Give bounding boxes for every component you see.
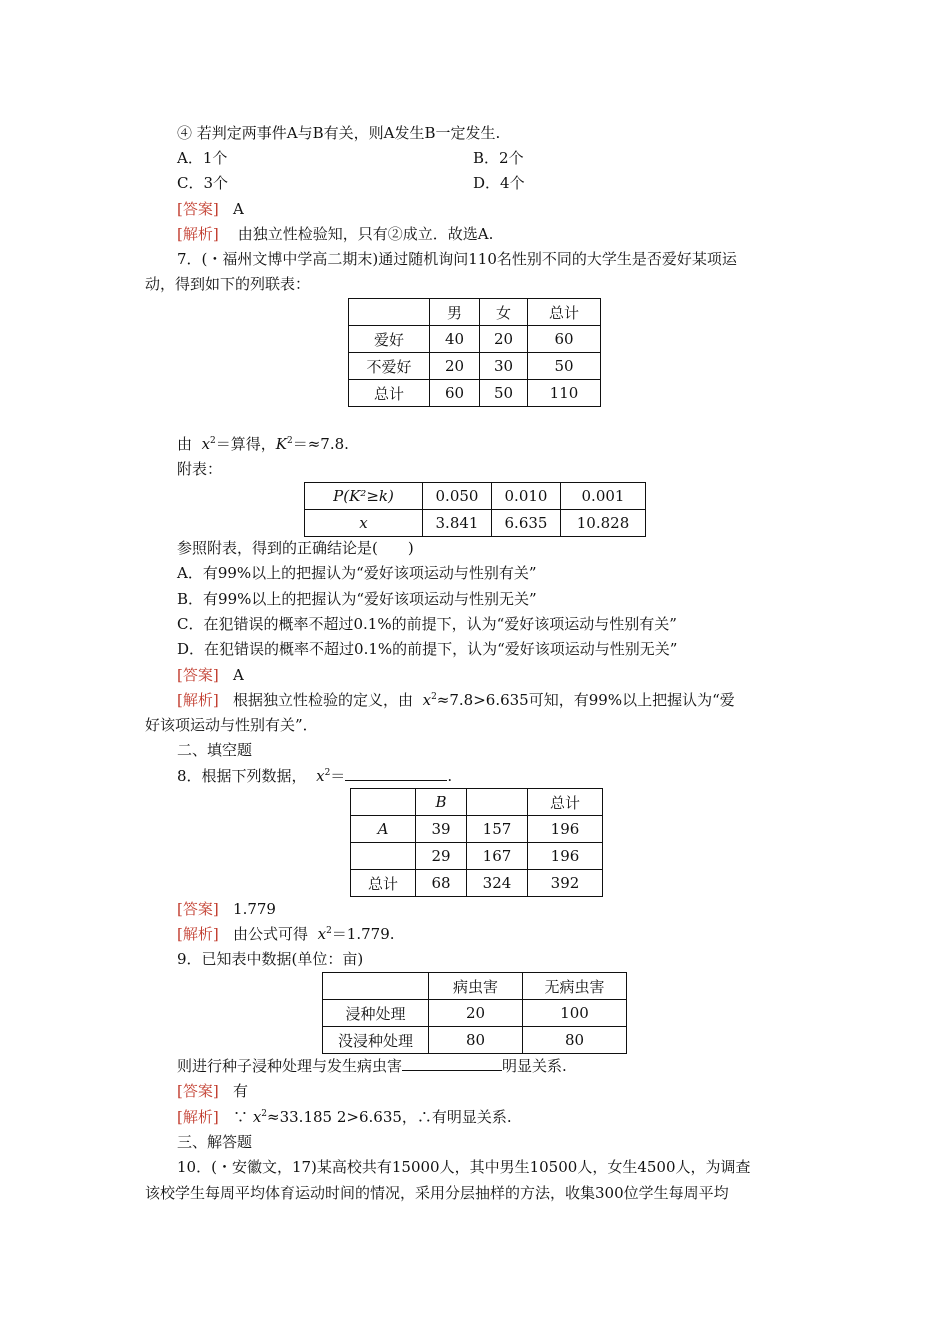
- q10-stem-line1: 10．(・安徽文，17)某高校共有15000人，其中男生10500人，女生4500人，为调查: [177, 1158, 751, 1176]
- table-cell: 60: [430, 380, 480, 407]
- table-cell: 60: [528, 326, 601, 353]
- answer-label: [答案]: [177, 1082, 219, 1100]
- table-cell: 20: [480, 326, 528, 353]
- table-cell: 80: [429, 1027, 523, 1054]
- q8-stem: 8．根据下列数据， $x^2=$ .: [177, 767, 453, 785]
- table-header: 总计: [528, 789, 603, 816]
- q7-analysis-line2: 好该项运动与性别有关”．: [145, 716, 318, 734]
- q6-option-c: C．3个: [177, 174, 229, 192]
- table-cell: [351, 789, 416, 816]
- section-heading-solutions: 三、解答题: [177, 1133, 253, 1151]
- q7-analysis-line1: [解析] 根据独立性检验的定义，由 $x^2\approx 7.8>6.635$可知，有99%以上把握认为“爱: [177, 691, 735, 709]
- q7-option-d: D．在犯错误的概率不超过0.1%的前提下，认为“爱好该项运动与性别无关”: [177, 640, 678, 658]
- q6-answer: [177, 199, 244, 219]
- table-header: 无病虫害: [523, 973, 627, 1000]
- table-cell: 爱好: [349, 326, 430, 353]
- answer-value: 有: [233, 1082, 249, 1100]
- table-cell: 0.010: [492, 483, 561, 510]
- q8-analysis: [解析] 由公式可得 $x^2=1.779$.: [177, 925, 395, 943]
- table-cell: 392: [528, 870, 603, 897]
- q9-data-table: [322, 972, 627, 1054]
- table-cell: x: [305, 510, 423, 537]
- table-cell: 总计: [351, 870, 416, 897]
- q6-option-b: B．2个: [473, 149, 524, 167]
- answer-label: [答案]: [177, 666, 219, 684]
- table-cell: 324: [467, 870, 528, 897]
- q9-stem: 9．已知表中数据(单位：亩): [177, 950, 364, 968]
- table-cell: 10.828: [561, 510, 646, 537]
- q7-option-b: B．有99%以上的把握认为“爱好该项运动与性别无关”: [177, 590, 537, 608]
- q7-option-c: C．在犯错误的概率不超过0.1%的前提下，认为“爱好该项运动与性别有关”: [177, 615, 677, 633]
- table-cell: 167: [467, 843, 528, 870]
- analysis-label: [解析]: [177, 225, 219, 243]
- table-cell: 196: [528, 843, 603, 870]
- q7-calculation: 由 $x^2=$算得，$K^2=\approx 7.8$.: [177, 435, 349, 453]
- table-cell: [349, 299, 430, 326]
- table-cell: 不爱好: [349, 353, 430, 380]
- q8-answer-blank[interactable]: [345, 780, 447, 781]
- table-cell: 30: [480, 353, 528, 380]
- q9-analysis: [解析] ∵ $x^2\approx 33.185$ 2>6.635，∴有明显关系.: [177, 1108, 512, 1126]
- table-cell: 29: [416, 843, 467, 870]
- q6-analysis: [177, 224, 493, 244]
- answer-label: [答案]: [177, 200, 219, 218]
- q8-data-table: [350, 788, 603, 897]
- table-cell: 80: [523, 1027, 627, 1054]
- table-cell: 浸种处理: [323, 1000, 429, 1027]
- table-cell: 196: [528, 816, 603, 843]
- table-header: 病虫害: [429, 973, 523, 1000]
- table-cell: 50: [480, 380, 528, 407]
- analysis-text: 由独立性检验知，只有②成立．故选A.: [237, 225, 494, 243]
- table-cell: 50: [528, 353, 601, 380]
- q6-statement-4: ④ 若判定两事件A与B有关，则A发生B一定发生.: [177, 124, 501, 142]
- q9-answer-blank[interactable]: [402, 1070, 502, 1071]
- table-cell: [351, 843, 416, 870]
- table-cell: 40: [430, 326, 480, 353]
- table-header: 女: [480, 299, 528, 326]
- q7-stem-line2: 动，得到如下的列联表：: [145, 275, 311, 293]
- table-cell: 6.635: [492, 510, 561, 537]
- q9-fill-line: 则进行种子浸种处理与发生病虫害 明显关系.: [177, 1057, 567, 1075]
- answer-label: [答案]: [177, 900, 219, 918]
- table-cell: 3.841: [423, 510, 492, 537]
- table-cell: 110: [528, 380, 601, 407]
- table-header: B: [416, 789, 467, 816]
- table-cell: 100: [523, 1000, 627, 1027]
- table-cell: P(K²≥k): [305, 483, 423, 510]
- table-cell: 没浸种处理: [323, 1027, 429, 1054]
- q8-answer: [177, 899, 276, 919]
- table-cell: 157: [467, 816, 528, 843]
- table-cell: A: [351, 816, 416, 843]
- answer-value: 1.779: [233, 900, 276, 918]
- table-header: [467, 789, 528, 816]
- q7-attach-label: 附表：: [177, 460, 223, 478]
- q6-option-a: A．1个: [177, 149, 228, 167]
- q7-contingency-table: [348, 298, 601, 407]
- q7-reference-table: [304, 482, 646, 537]
- table-cell: 39: [416, 816, 467, 843]
- table-cell: [323, 973, 429, 1000]
- table-cell: 20: [430, 353, 480, 380]
- table-cell: 0.050: [423, 483, 492, 510]
- q7-answer: [177, 665, 244, 685]
- table-header: 总计: [528, 299, 601, 326]
- table-header: 男: [430, 299, 480, 326]
- q7-stem-line1: 7．(・福州文博中学高二期末)通过随机询问110名性别不同的大学生是否爱好某项运: [177, 250, 737, 268]
- analysis-label: [解析]: [177, 1108, 219, 1126]
- analysis-label: [解析]: [177, 925, 219, 943]
- analysis-label: [解析]: [177, 691, 219, 709]
- q7-prompt: 参照附表，得到的正确结论是( ): [177, 539, 414, 557]
- q9-answer: [177, 1081, 248, 1101]
- answer-value: A: [233, 666, 244, 684]
- answer-value: A: [233, 200, 244, 218]
- table-cell: 0.001: [561, 483, 646, 510]
- q7-option-a: A．有99%以上的把握认为“爱好该项运动与性别有关”: [177, 564, 537, 582]
- table-cell: 总计: [349, 380, 430, 407]
- table-cell: 68: [416, 870, 467, 897]
- table-cell: 20: [429, 1000, 523, 1027]
- q6-option-d: D．4个: [473, 174, 525, 192]
- section-heading-fill-in: 二、填空题: [177, 741, 253, 759]
- q10-stem-line2: 该校学生每周平均体育运动时间的情况，采用分层抽样的方法，收集300位学生每周平均: [145, 1184, 729, 1202]
